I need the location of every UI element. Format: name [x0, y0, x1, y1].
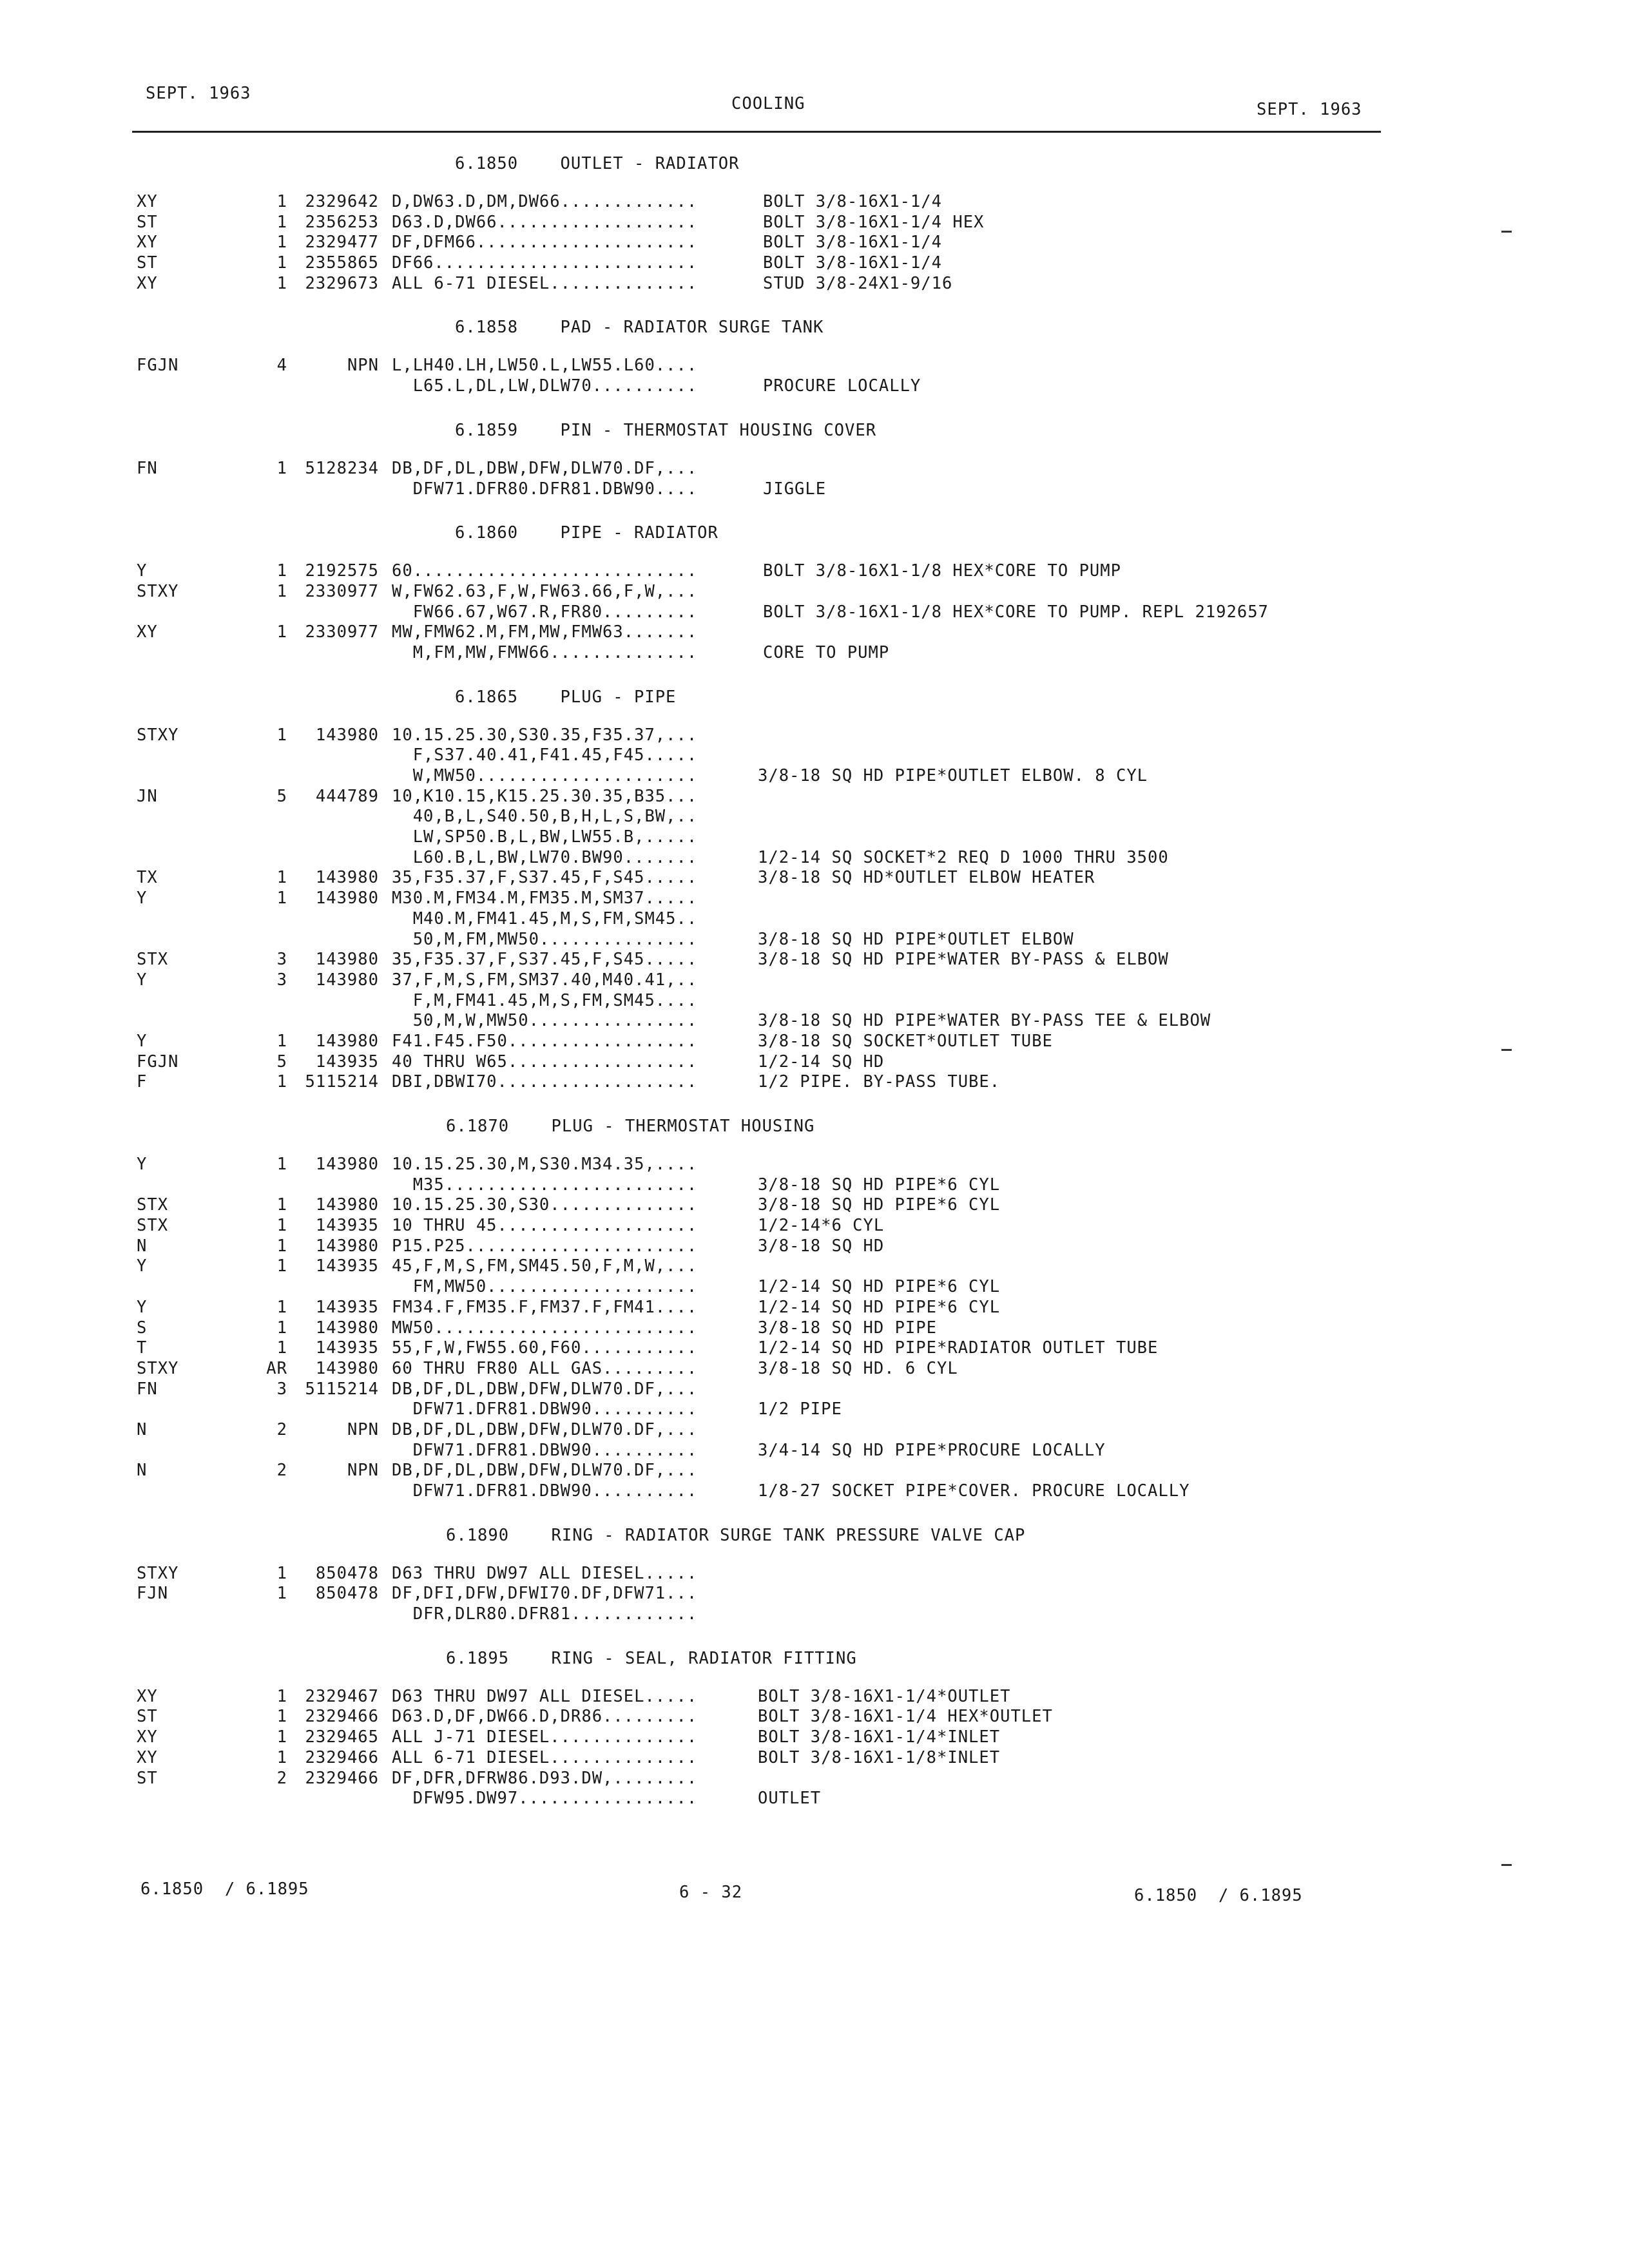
- part-row: [0, 1604, 1629, 1625]
- part-description: 3/8-18 SQ HD PIPE: [758, 1318, 937, 1338]
- model-applicability: DFW71.DFR81.DBW90..........: [392, 1440, 698, 1460]
- model-applicability: W,FW62.63,F,W,FW63.66,F,W,...: [392, 581, 698, 601]
- part-number: 850478: [315, 1584, 379, 1604]
- part-row: [0, 745, 1629, 766]
- usage-code: FGJN: [137, 1052, 179, 1072]
- part-number: 143935: [315, 1052, 379, 1072]
- part-number: 2329642: [305, 192, 379, 211]
- model-applicability: M,FM,MW,FMW66..............: [392, 642, 698, 662]
- part-description: PROCURE LOCALLY: [763, 376, 921, 396]
- part-description: CORE TO PUMP: [763, 642, 890, 662]
- usage-code: XY: [137, 192, 158, 211]
- part-row: [0, 1298, 1629, 1318]
- part-number: 2329465: [305, 1727, 379, 1747]
- part-number: 143980: [315, 868, 379, 888]
- section-title: 6.1859 PIN - THERMOSTAT HOUSING COVER: [455, 420, 877, 440]
- part-description: 1/2 PIPE: [758, 1399, 842, 1419]
- usage-code: STXY: [137, 725, 179, 745]
- model-applicability: DFR,DLR80.DFR81............: [392, 1604, 698, 1624]
- model-applicability: M35........................: [392, 1175, 698, 1195]
- quantity: 1: [276, 253, 287, 273]
- part-row: [0, 787, 1629, 807]
- part-number: 143980: [315, 1236, 379, 1256]
- part-row: [0, 1707, 1629, 1727]
- usage-code: STX: [137, 950, 169, 970]
- part-description: 3/8-18 SQ HD PIPE*WATER BY-PASS TEE & ELBOW: [758, 1011, 1211, 1031]
- part-description: 1/2-14 SQ HD PIPE*6 CYL: [758, 1277, 1001, 1297]
- part-number: 143980: [315, 889, 379, 908]
- part-number: 2329673: [305, 273, 379, 293]
- part-description: BOLT 3/8-16X1-1/8 HEX*CORE TO PUMP: [763, 561, 1121, 581]
- part-row: [0, 1564, 1629, 1584]
- usage-code: Y: [137, 889, 148, 908]
- model-applicability: 50,M,FM,MW50...............: [392, 929, 698, 949]
- part-description: BOLT 3/8-16X1-1/4*INLET: [758, 1727, 1001, 1747]
- part-row: [0, 1399, 1629, 1420]
- usage-code: N: [137, 1461, 148, 1481]
- margin-mark: [1501, 1049, 1512, 1051]
- part-number: 2330977: [305, 622, 379, 642]
- quantity: 1: [276, 1686, 287, 1706]
- quantity: 1: [276, 273, 287, 293]
- model-applicability: FM34.F,FM35.F,FM37.F,FM41....: [392, 1297, 698, 1317]
- usage-code: STX: [137, 1216, 169, 1236]
- quantity: 1: [276, 581, 287, 601]
- quantity: 1: [276, 1584, 287, 1604]
- part-number: NPN: [347, 1461, 379, 1481]
- margin-mark: [1501, 231, 1512, 233]
- quantity: AR: [266, 1358, 287, 1378]
- usage-code: Y: [137, 1256, 148, 1276]
- quantity: 1: [276, 561, 287, 581]
- part-row: [0, 1359, 1629, 1379]
- quantity: 4: [276, 356, 287, 376]
- usage-code: Y: [137, 561, 148, 581]
- usage-code: JN: [137, 786, 158, 806]
- quantity: 3: [276, 950, 287, 970]
- part-number: 2329467: [305, 1686, 379, 1706]
- model-applicability: LW,SP50.B,L,BW,LW55.B,.....: [392, 827, 698, 847]
- part-row: [0, 274, 1629, 294]
- model-applicability: F,S37.40.41,F41.45,F45.....: [392, 745, 698, 765]
- usage-code: FN: [137, 458, 158, 478]
- part-description: 3/8-18 SQ HD. 6 CYL: [758, 1358, 958, 1378]
- part-row: [0, 868, 1629, 889]
- usage-code: T: [137, 1338, 148, 1358]
- part-number: 143980: [315, 970, 379, 990]
- part-number: 5128234: [305, 458, 379, 478]
- part-description: 1/2-14 SQ HD PIPE*6 CYL: [758, 1297, 1001, 1317]
- footer-range-right: 6.1850 / 6.1895: [1134, 1886, 1303, 1905]
- part-description: BOLT 3/8-16X1-1/4 HEX*OUTLET: [758, 1707, 1053, 1727]
- model-applicability: ALL J-71 DIESEL..............: [392, 1727, 698, 1747]
- model-applicability: D63.D,DW66...................: [392, 212, 698, 232]
- quantity: 1: [276, 1216, 287, 1236]
- part-row: [0, 1379, 1629, 1400]
- model-applicability: 10 THRU 45...................: [392, 1216, 698, 1236]
- model-applicability: L60.B,L,BW,LW70.BW90.......: [392, 847, 698, 867]
- model-applicability: DF,DFR,DFRW86.D93.DW,........: [392, 1768, 698, 1788]
- model-applicability: 55,F,W,FW55.60,F60...........: [392, 1338, 698, 1358]
- part-description: 1/2-14*6 CYL: [758, 1216, 885, 1236]
- part-number: 2192575: [305, 561, 379, 581]
- margin-mark: [1501, 1864, 1512, 1866]
- part-number: 143980: [315, 725, 379, 745]
- part-row: [0, 930, 1629, 950]
- model-applicability: D63.D,DF,DW66.D,DR86.........: [392, 1707, 698, 1727]
- model-applicability: 60 THRU FR80 ALL GAS.........: [392, 1358, 698, 1378]
- footer-page-number: 6 - 32: [679, 1883, 743, 1902]
- part-description: BOLT 3/8-16X1-1/4 HEX: [763, 212, 985, 232]
- part-description: 3/8-18 SQ HD PIPE*6 CYL: [758, 1175, 1001, 1195]
- part-row: [0, 1748, 1629, 1769]
- model-applicability: M30.M,FM34.M,FM35.M,SM37.....: [392, 889, 698, 908]
- usage-code: S: [137, 1318, 148, 1338]
- part-number: 143980: [315, 1318, 379, 1338]
- quantity: 1: [276, 1072, 287, 1092]
- quantity: 1: [276, 212, 287, 232]
- model-applicability: F,M,FM41.45,M,S,FM,SM45....: [392, 990, 698, 1010]
- part-description: 1/8-27 SOCKET PIPE*COVER. PROCURE LOCALLY: [758, 1481, 1190, 1501]
- part-row: [0, 970, 1629, 991]
- part-number: 143935: [315, 1338, 379, 1358]
- model-applicability: 40 THRU W65..................: [392, 1052, 698, 1072]
- part-number: 143980: [315, 950, 379, 970]
- section-title: 6.1895 RING - SEAL, RADIATOR FITTING: [446, 1648, 857, 1668]
- model-applicability: W,MW50.....................: [392, 766, 698, 785]
- part-row: [0, 1072, 1629, 1093]
- quantity: 1: [276, 1747, 287, 1767]
- quantity: 3: [276, 1379, 287, 1399]
- part-row: [0, 1175, 1629, 1196]
- usage-code: STXY: [137, 581, 179, 601]
- model-applicability: ALL 6-71 DIESEL..............: [392, 273, 698, 293]
- usage-code: F: [137, 1072, 148, 1092]
- parts-section: [0, 1093, 1629, 1502]
- usage-code: ST: [137, 212, 158, 232]
- parts-section: [0, 294, 1629, 396]
- model-applicability: L65.L,DL,LW,DLW70..........: [392, 376, 698, 396]
- usage-code: XY: [137, 1686, 158, 1706]
- part-row: [0, 1727, 1629, 1748]
- part-row: [0, 213, 1629, 233]
- part-description: BOLT 3/8-16X1-1/8 HEX*CORE TO PUMP. REPL 2192657: [763, 602, 1269, 622]
- usage-code: XY: [137, 273, 158, 293]
- part-number: 2330977: [305, 581, 379, 601]
- section-title: 6.1865 PLUG - PIPE: [455, 687, 677, 707]
- usage-code: Y: [137, 970, 148, 990]
- model-applicability: DFW95.DW97.................: [392, 1789, 698, 1809]
- quantity: 5: [276, 1052, 287, 1072]
- part-number: 2329466: [305, 1768, 379, 1788]
- model-applicability: 10.15.25.30,S30..............: [392, 1195, 698, 1215]
- part-description: 1/2-14 SQ HD PIPE*RADIATOR OUTLET TUBE: [758, 1338, 1159, 1358]
- part-description: 3/8-18 SQ HD PIPE*OUTLET ELBOW: [758, 929, 1074, 949]
- part-number: 143935: [315, 1256, 379, 1276]
- model-applicability: 40,B,L,S40.50,B,H,L,S,BW,..: [392, 807, 698, 827]
- quantity: 1: [276, 889, 287, 908]
- usage-code: FJN: [137, 1584, 169, 1604]
- part-row: [0, 991, 1629, 1012]
- part-row: [0, 1155, 1629, 1175]
- part-row: [0, 807, 1629, 827]
- quantity: 1: [276, 1256, 287, 1276]
- model-applicability: DF,DFI,DFW,DFWI70.DF,DFW71...: [392, 1584, 698, 1604]
- usage-code: STX: [137, 1195, 169, 1215]
- part-description: 1/2 PIPE. BY-PASS TUBE.: [758, 1072, 1001, 1092]
- model-applicability: 60...........................: [392, 561, 698, 581]
- quantity: 1: [276, 1563, 287, 1583]
- part-row: [0, 1195, 1629, 1216]
- part-description: 1/2-14 SQ SOCKET*2 REQ D 1000 THRU 3500: [758, 847, 1169, 867]
- model-applicability: 10,K10.15,K15.25.30.35,B35...: [392, 786, 698, 806]
- part-description: STUD 3/8-24X1-9/16: [763, 273, 953, 293]
- usage-code: N: [137, 1419, 148, 1439]
- part-description: BOLT 3/8-16X1-1/4: [763, 233, 942, 253]
- model-applicability: 37,F,M,S,FM,SM37.40,M40.41,..: [392, 970, 698, 990]
- quantity: 1: [276, 1155, 287, 1174]
- quantity: 1: [276, 1338, 287, 1358]
- part-row: [0, 889, 1629, 909]
- section-title: 6.1858 PAD - RADIATOR SURGE TANK: [455, 318, 824, 338]
- parts-section: [0, 397, 1629, 499]
- part-number: 850478: [315, 1563, 379, 1583]
- part-row: [0, 622, 1629, 643]
- model-applicability: DB,DF,DL,DBW,DFW,DLW70.DF,...: [392, 1379, 698, 1399]
- usage-code: XY: [137, 1747, 158, 1767]
- part-row: [0, 1441, 1629, 1461]
- part-description: 3/4-14 SQ HD PIPE*PROCURE LOCALLY: [758, 1440, 1106, 1460]
- part-description: 3/8-18 SQ HD PIPE*OUTLET ELBOW. 8 CYL: [758, 766, 1148, 785]
- quantity: 1: [276, 1236, 287, 1256]
- part-row: [0, 827, 1629, 848]
- part-number: 143980: [315, 1195, 379, 1215]
- part-description: BOLT 3/8-16X1-1/8*INLET: [758, 1747, 1001, 1767]
- quantity: 1: [276, 1195, 287, 1215]
- part-row: [0, 1687, 1629, 1707]
- part-row: [0, 1338, 1629, 1359]
- part-row: [0, 1256, 1629, 1277]
- usage-code: ST: [137, 1707, 158, 1727]
- usage-code: FN: [137, 1379, 158, 1399]
- section-title: 6.1860 PIPE - RADIATOR: [455, 523, 718, 543]
- usage-code: XY: [137, 233, 158, 253]
- part-row: [0, 1011, 1629, 1032]
- part-row: [0, 602, 1629, 623]
- quantity: 1: [276, 458, 287, 478]
- usage-code: FGJN: [137, 356, 179, 376]
- part-row: [0, 1584, 1629, 1604]
- quantity: 3: [276, 970, 287, 990]
- part-row: [0, 582, 1629, 602]
- parts-section: [0, 1502, 1629, 1625]
- quantity: 1: [276, 233, 287, 253]
- parts-list: [0, 153, 1629, 1809]
- part-row: [0, 950, 1629, 970]
- model-applicability: DBI,DBWI70...................: [392, 1072, 698, 1092]
- quantity: 1: [276, 1297, 287, 1317]
- model-applicability: M40.M,FM41.45,M,S,FM,SM45..: [392, 908, 698, 928]
- section-title: 6.1870 PLUG - THERMOSTAT HOUSING: [446, 1117, 815, 1136]
- model-applicability: 50,M,W,MW50................: [392, 1011, 698, 1031]
- quantity: 1: [276, 1707, 287, 1727]
- part-number: 5115214: [305, 1379, 379, 1399]
- part-row: [0, 726, 1629, 746]
- part-description: 3/8-18 SQ HD: [758, 1236, 885, 1256]
- part-row: [0, 1216, 1629, 1236]
- part-number: 143980: [315, 1358, 379, 1378]
- part-number: 2355865: [305, 253, 379, 273]
- quantity: 2: [276, 1461, 287, 1481]
- part-number: 2329466: [305, 1747, 379, 1767]
- model-applicability: 10.15.25.30,S30.35,F35.37,...: [392, 725, 698, 745]
- footer-range-left: 6.1850 / 6.1895: [140, 1879, 309, 1899]
- part-number: 143935: [315, 1297, 379, 1317]
- part-number: 2329477: [305, 233, 379, 253]
- model-applicability: DB,DF,DL,DBW,DFW,DLW70.DF,...: [392, 1461, 698, 1481]
- part-description: OUTLET: [758, 1789, 822, 1809]
- part-row: [0, 1769, 1629, 1789]
- part-row: [0, 1420, 1629, 1441]
- section-title: 6.1850 OUTLET - RADIATOR: [455, 154, 740, 173]
- parts-section: [0, 664, 1629, 1093]
- usage-code: STXY: [137, 1358, 179, 1378]
- part-row: [0, 192, 1629, 213]
- model-applicability: L,LH40.LH,LW50.L,LW55.L60....: [392, 356, 698, 376]
- part-number: 2329466: [305, 1707, 379, 1727]
- part-description: 3/8-18 SQ HD PIPE*WATER BY-PASS & ELBOW: [758, 950, 1169, 970]
- usage-code: ST: [137, 1768, 158, 1788]
- quantity: 2: [276, 1419, 287, 1439]
- part-description: BOLT 3/8-16X1-1/4: [763, 192, 942, 211]
- part-row: [0, 909, 1629, 930]
- model-applicability: DB,DF,DL,DBW,DFW,DLW70.DF,...: [392, 1419, 698, 1439]
- part-number: NPN: [347, 1419, 379, 1439]
- quantity: 1: [276, 1318, 287, 1338]
- part-row: [0, 1318, 1629, 1339]
- part-row: [0, 1032, 1629, 1052]
- model-applicability: 35,F35.37,F,S37.45,F,S45.....: [392, 868, 698, 888]
- model-applicability: 35,F35.37,F,S37.45,F,S45.....: [392, 950, 698, 970]
- header-title: COOLING: [731, 94, 805, 113]
- usage-code: Y: [137, 1297, 148, 1317]
- part-row: [0, 1481, 1629, 1502]
- model-applicability: D63 THRU DW97 ALL DIESEL.....: [392, 1563, 698, 1583]
- parts-section: [0, 499, 1629, 663]
- part-number: 2356253: [305, 212, 379, 232]
- part-row: [0, 1789, 1629, 1809]
- quantity: 1: [276, 725, 287, 745]
- model-applicability: DFW71.DFR81.DBW90..........: [392, 1481, 698, 1501]
- model-applicability: DFW71.DFR81.DBW90..........: [392, 1399, 698, 1419]
- part-row: [0, 1052, 1629, 1073]
- part-description: 3/8-18 SQ HD PIPE*6 CYL: [758, 1195, 1001, 1215]
- usage-code: N: [137, 1236, 148, 1256]
- model-applicability: DB,DF,DL,DBW,DFW,DLW70.DF,...: [392, 458, 698, 478]
- model-applicability: D63 THRU DW97 ALL DIESEL.....: [392, 1686, 698, 1706]
- part-row: [0, 766, 1629, 787]
- part-row: [0, 1277, 1629, 1298]
- model-applicability: F41.F45.F50..................: [392, 1031, 698, 1051]
- model-applicability: ALL 6-71 DIESEL..............: [392, 1747, 698, 1767]
- part-row: [0, 1236, 1629, 1257]
- part-number: 444789: [315, 786, 379, 806]
- model-applicability: 45,F,M,S,FM,SM45.50,F,M,W,...: [392, 1256, 698, 1276]
- quantity: 5: [276, 786, 287, 806]
- part-row: [0, 848, 1629, 869]
- quantity: 2: [276, 1768, 287, 1788]
- model-applicability: MW50.........................: [392, 1318, 698, 1338]
- part-row: [0, 253, 1629, 274]
- part-number: NPN: [347, 356, 379, 376]
- part-description: BOLT 3/8-16X1-1/4: [763, 253, 942, 273]
- part-row: [0, 233, 1629, 253]
- quantity: 1: [276, 1727, 287, 1747]
- part-number: 5115214: [305, 1072, 379, 1092]
- part-description: JIGGLE: [763, 479, 827, 499]
- header-date-left: SEPT. 1963: [146, 84, 251, 103]
- header-date-right: SEPT. 1963: [1257, 100, 1362, 119]
- part-description: 1/2-14 SQ HD: [758, 1052, 885, 1072]
- model-applicability: 10.15.25.30,M,S30.M34.35,....: [392, 1155, 698, 1174]
- usage-code: ST: [137, 253, 158, 273]
- quantity: 1: [276, 868, 287, 888]
- parts-section: [0, 1625, 1629, 1809]
- model-applicability: FM,MW50....................: [392, 1277, 698, 1297]
- part-description: BOLT 3/8-16X1-1/4*OUTLET: [758, 1686, 1011, 1706]
- usage-code: STXY: [137, 1563, 179, 1583]
- part-row: [0, 376, 1629, 397]
- model-applicability: D,DW63.D,DM,DW66.............: [392, 192, 698, 211]
- section-title: 6.1890 RING - RADIATOR SURGE TANK PRESSURE VALVE CAP: [446, 1525, 1026, 1545]
- model-applicability: DF66.........................: [392, 253, 698, 273]
- part-number: 143980: [315, 1155, 379, 1174]
- usage-code: XY: [137, 1727, 158, 1747]
- usage-code: TX: [137, 868, 158, 888]
- header-rule: [132, 131, 1381, 133]
- model-applicability: FW66.67,W67.R,FR80.........: [392, 602, 698, 622]
- part-description: 3/8-18 SQ HD*OUTLET ELBOW HEATER: [758, 868, 1095, 888]
- model-applicability: MW,FMW62.M,FM,MW,FMW63.......: [392, 622, 698, 642]
- usage-code: XY: [137, 622, 158, 642]
- part-row: [0, 561, 1629, 582]
- part-row: [0, 479, 1629, 500]
- quantity: 1: [276, 622, 287, 642]
- usage-code: Y: [137, 1031, 148, 1051]
- quantity: 1: [276, 192, 287, 211]
- part-row: [0, 356, 1629, 376]
- part-description: 3/8-18 SQ SOCKET*OUTLET TUBE: [758, 1031, 1053, 1051]
- model-applicability: DF,DFM66.....................: [392, 233, 698, 253]
- part-row: [0, 643, 1629, 664]
- usage-code: Y: [137, 1155, 148, 1174]
- part-row: [0, 1461, 1629, 1481]
- part-number: 143935: [315, 1216, 379, 1236]
- parts-section: [0, 153, 1629, 294]
- part-number: 143980: [315, 1031, 379, 1051]
- model-applicability: DFW71.DFR80.DFR81.DBW90....: [392, 479, 698, 499]
- model-applicability: P15.P25......................: [392, 1236, 698, 1256]
- quantity: 1: [276, 1031, 287, 1051]
- part-row: [0, 459, 1629, 479]
